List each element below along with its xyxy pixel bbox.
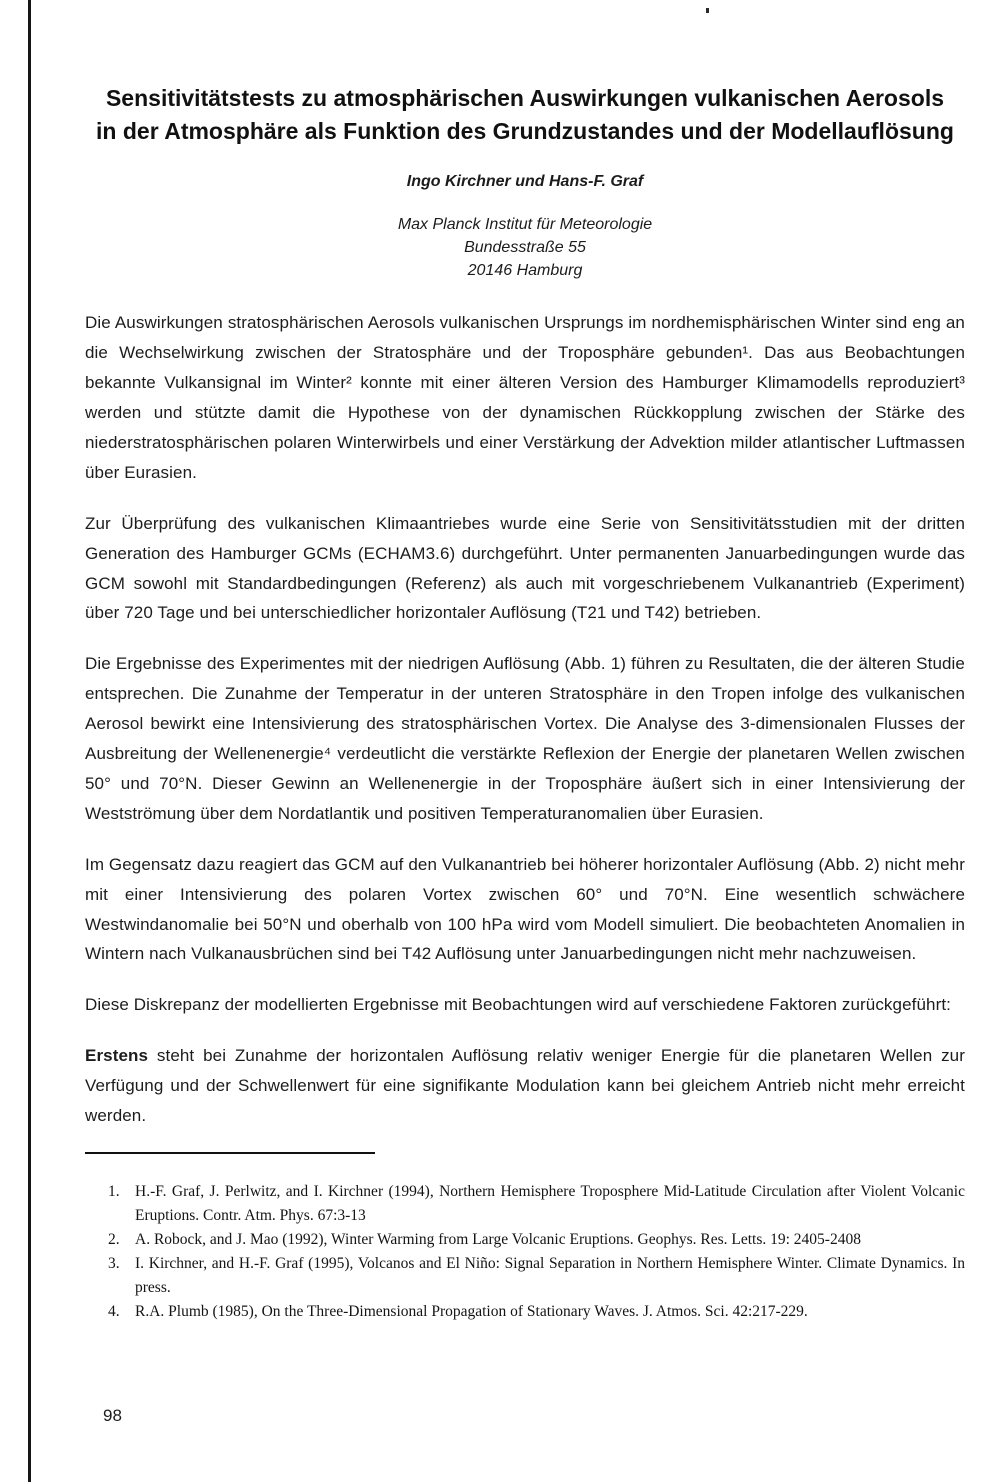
- page-number: 98: [103, 1406, 122, 1425]
- footnote-list: [108, 1180, 965, 1324]
- paragraph-4: Im Gegensatz dazu reagiert das GCM auf den Vulkanantrieb bei höherer horizontaler Auflösung (Abb. 2) nicht mehr mit einer Intensivierung des polaren Vortex zwischen 60° und 70°N. Eine wesentlich schwächere Westwindanomalie bei 50°N und oberhalb von 100 hPa wird vom Modell simuliert. Die beobachteten Anomalien in Wintern nach Vulkanausbrüchen sind bei T42 Auflösung unter Januarbedingungen nicht mehr nachzuweisen.: [85, 854, 965, 964]
- paragraph-2: Zur Überprüfung des vulkanischen Klimaantriebes wurde eine Serie von Sensitivitätsstudien mit der dritten Generation des Hamburger GCMs (ECHAM3.6) durchgeführt. Unter permanenten Januarbedingungen wurde das GCM sowohl mit Standardbedingungen (Referenz) als auch mit vorgeschriebenem Vulkanantrieb (Experiment) über 720 Tage und bei unterschiedlicher horizontaler Auflösung (T21 und T42) betrieben.: [85, 513, 965, 623]
- paragraph-1: Die Auswirkungen stratosphärischen Aerosols vulkanischen Ursprungs im nordhemisphärischen Winter sind eng an die Wechselwirkung zwischen der Stratosphäre und der Troposphäre gebunden¹. Das aus Beobachtungen bekannte Vulkansignal im Winter² konnte mit einer älteren Version des Hamburger Klimamodells reproduziert³ werden und stützte damit die Hypothese von der dynamischen Rückkopplung zwischen der Stärke des niederstratosphärischen polaren Winterwirbels und einer Verstärkung der Advektion milder atlantischer Luftmassen über Eurasien.: [85, 313, 965, 482]
- paper-title: Sensitivitätstests zu atmosphärischen Auswirkungen vulkanischen Aerosols in der Atmosphäre als Funktion des Grundzustandes und der Modellauflösung: [96, 85, 954, 145]
- footnote-1: [108, 1180, 965, 1228]
- affiliation-city: 20146 Hamburg: [467, 262, 583, 280]
- footnote-number: 3.: [108, 1255, 120, 1273]
- paragraph-6-lead: Erstens: [85, 1046, 149, 1066]
- paragraph-6-text: steht bei Zunahme der horizontalen Auflösung relativ weniger Energie für die planetaren Wellen zur Verfügung und der Schwellenwert für eine signifikante Modulation kann bei gleichem Antrieb nicht mehr erreicht werden.: [85, 1046, 965, 1126]
- footnote-2: [108, 1228, 965, 1252]
- paragraph-6: [85, 1041, 965, 1131]
- footnote-number: 4.: [108, 1303, 120, 1321]
- affiliation-street: Bundesstraße 55: [464, 238, 586, 256]
- page-content: [85, 0, 965, 1324]
- footnote-4: [108, 1300, 965, 1324]
- footnote-text: I. Kirchner, and H.-F. Graf (1995), Volcanos and El Niño: Signal Separation in Northern Hemisphere Winter. Climate Dynamics. In press.: [135, 1255, 965, 1297]
- footnote-number: 1.: [108, 1183, 120, 1200]
- footnote-text: H.-F. Graf, J. Perlwitz, and I. Kirchner (1994), Northern Hemisphere Troposphere Mid-Latitude Circulation after Violent Volcanic Eruptions. Contr. Atm. Phys. 67:3-13: [135, 1183, 965, 1225]
- paragraph-3: Die Ergebnisse des Experimentes mit der niedrigen Auflösung (Abb. 1) führen zu Resultaten, die der älteren Studie entsprechen. Die Zunahme der Temperatur in der unteren Stratosphäre in den Tropen infolge des vulkanischen Aerosol bewirkt eine Intensivierung des stratosphärischen Vortex. Die Analyse des 3-dimensionalen Flusses der Ausbreitung der Wellenenergie⁴ verdeutlicht die verstärkte Reflexion der Energie der planetaren Wellen zwischen 50° und 70°N. Dieser Gewinn an Wellenenergie in der Troposphäre äußert sich in einer Intensivierung der Westströmung über dem Nordatlantik und positiven Temperaturanomalien über Eurasien.: [85, 654, 965, 823]
- footnote-text: R.A. Plumb (1985), On the Three-Dimensional Propagation of Stationary Waves. J. Atmos. Sci. 42:217-229.: [135, 1303, 808, 1321]
- affiliation-institute: Max Planck Institut für Meteorologie: [397, 215, 653, 233]
- footnote-text: A. Robock, and J. Mao (1992), Winter Warming from Large Volcanic Eruptions. Geophys. Res. Letts. 19: 2405-2408: [135, 1231, 861, 1249]
- footnote-3: [108, 1252, 965, 1300]
- footnote-number: 2.: [108, 1231, 120, 1249]
- footnote-separator-rule: [85, 1152, 375, 1154]
- scan-artifact-left-line: [28, 0, 31, 1482]
- paragraph-5: Diese Diskrepanz der modellierten Ergebnisse mit Beobachtungen wird auf verschiedene Faktoren zurückgeführt:: [85, 995, 951, 1015]
- paper-affiliation: [85, 213, 965, 283]
- abstract-body: [85, 308, 965, 1131]
- paper-authors: Ingo Kirchner und Hans-F. Graf: [406, 172, 644, 190]
